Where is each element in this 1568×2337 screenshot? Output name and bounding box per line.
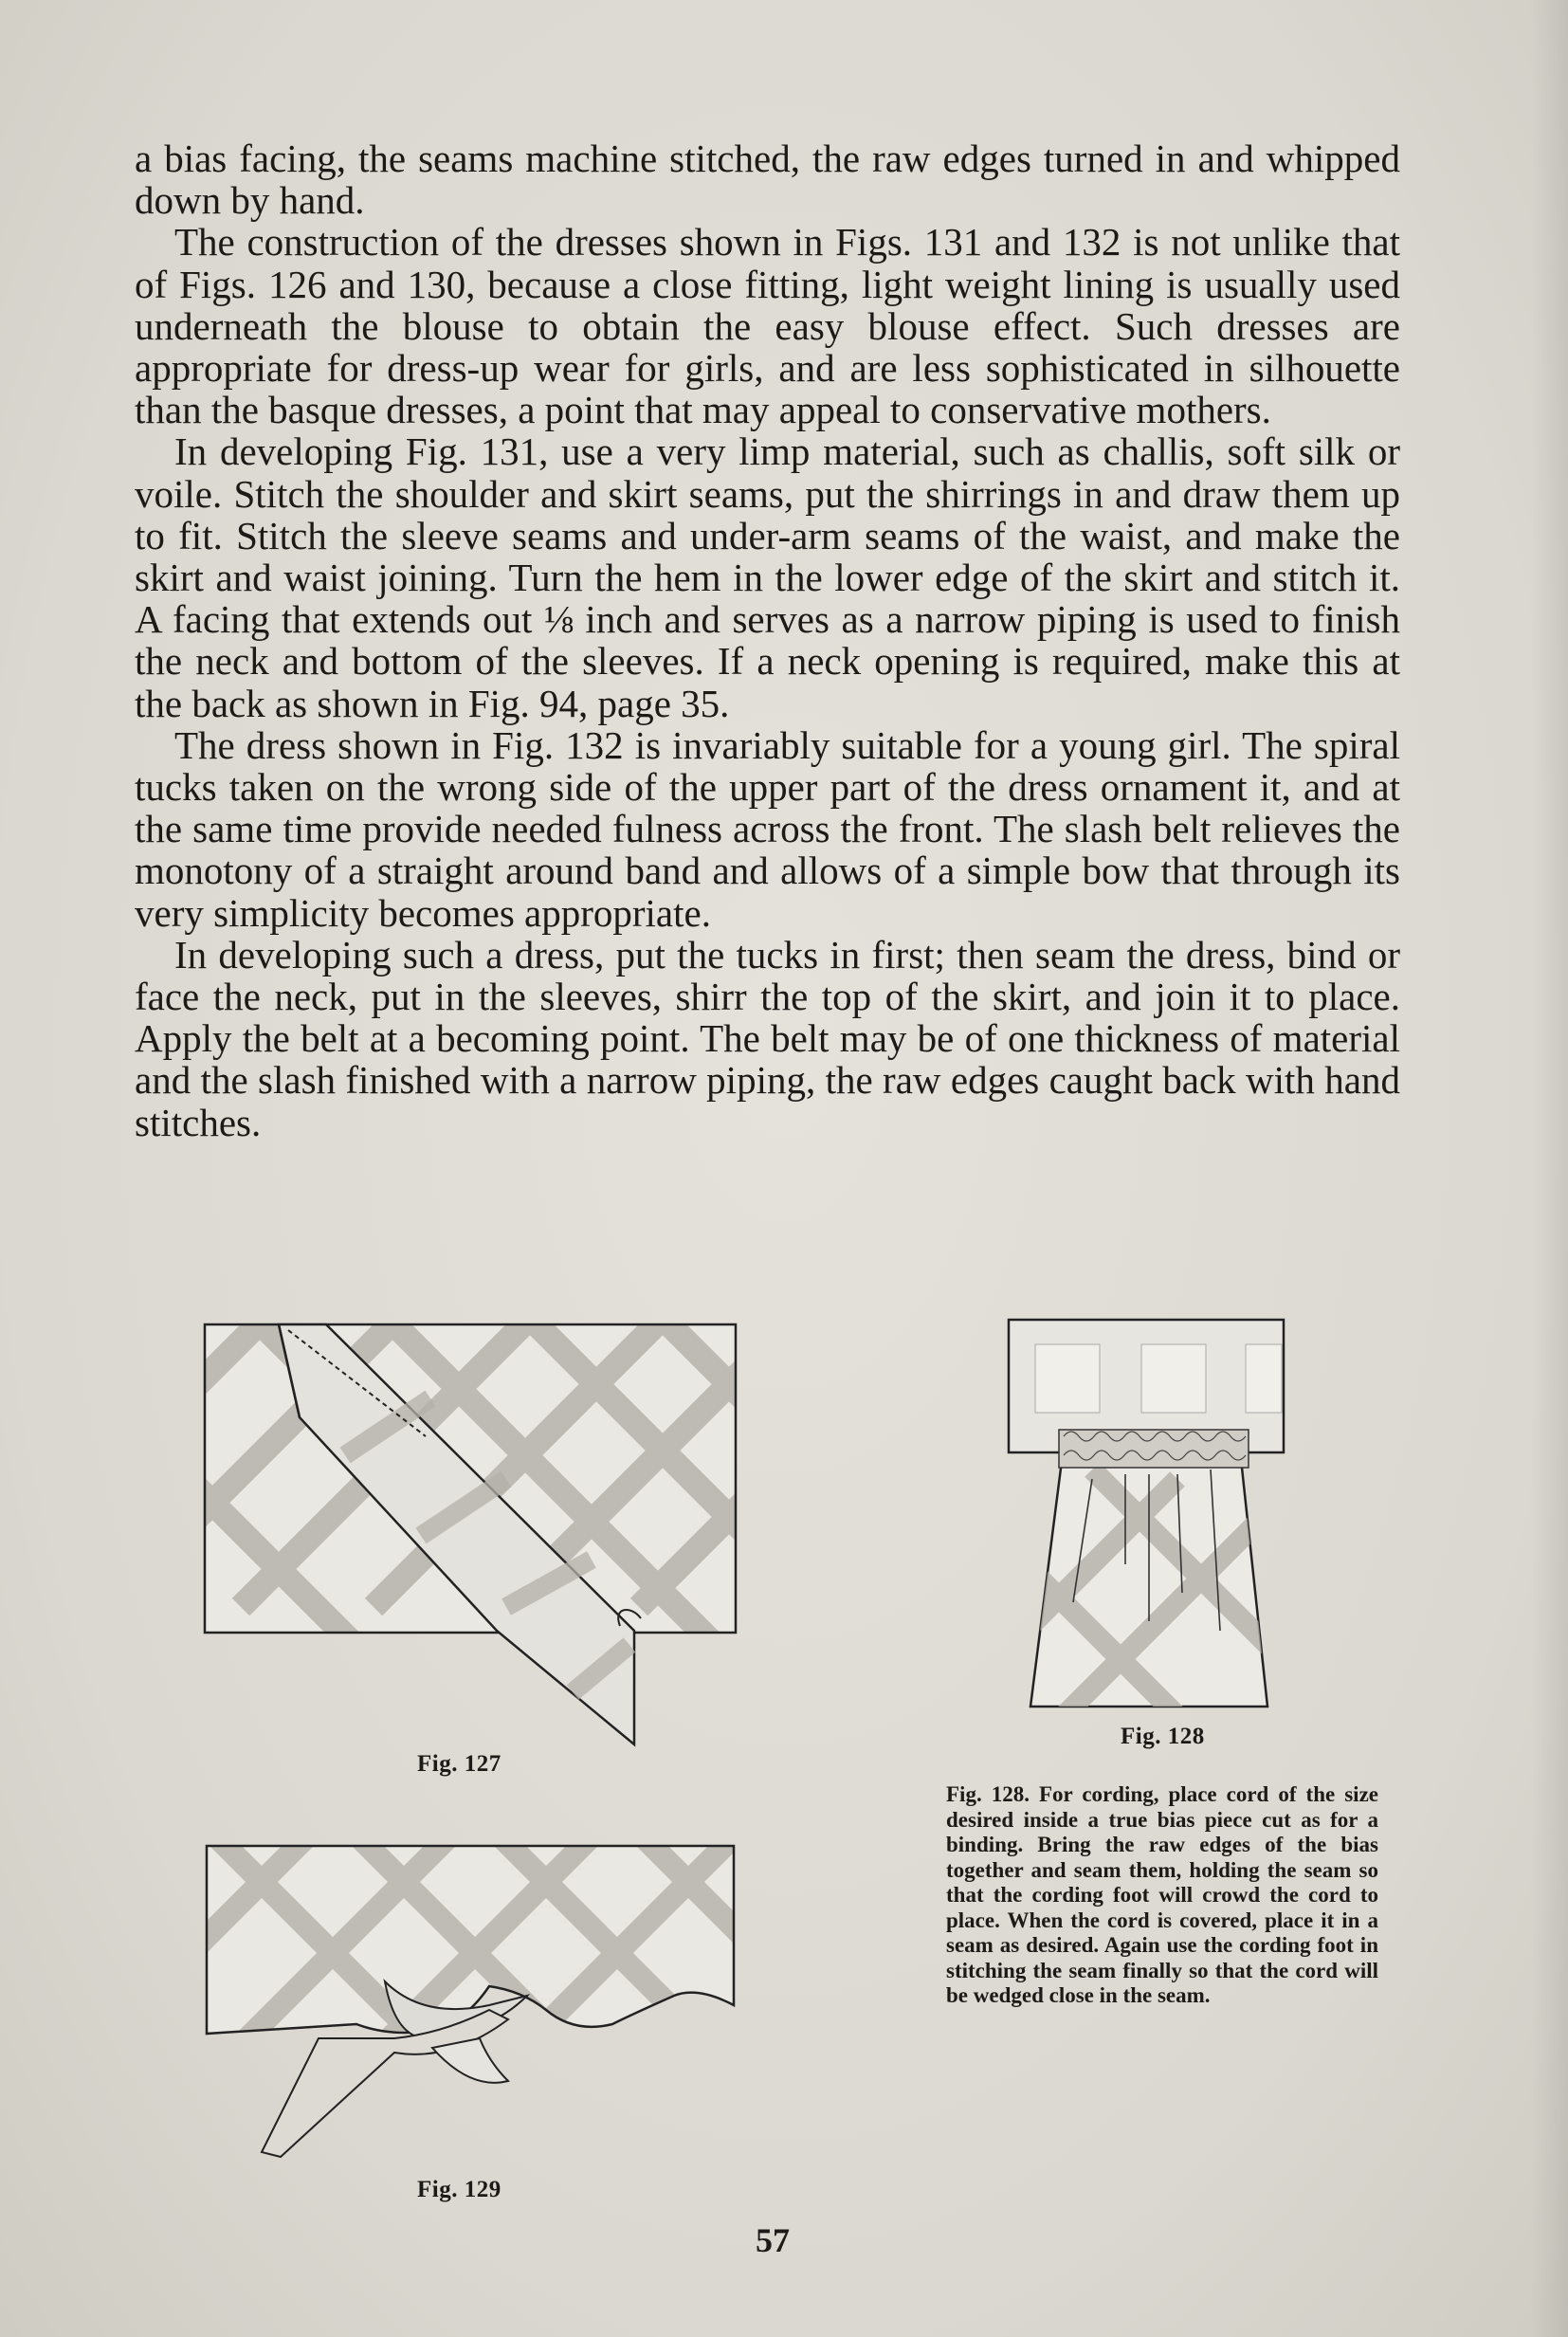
fig-127-illustration [203, 1323, 748, 1744]
fig-128-note: Fig. 128. For cording, place cord of the size desired inside a true bias piece cut as for a binding. Bring the raw edges of the bias together and seam them, holding the seam so that the cording foot will crowd the cord to place. When the cord is covered, place it in a seam as desired. Again use the cording foot in stitching the seam finally so that the cord will be wedged close in the seam. [946, 1782, 1378, 2007]
page-number: 57 [756, 2221, 790, 2259]
page-edge-shadow [1530, 0, 1568, 2337]
fig-129-caption: Fig. 129 [417, 2177, 501, 2202]
paragraph-2: The construction of the dresses shown in Figs. 131 and 132 is not unlike that of Figs. 126 and 130, because a close fitting, light weight lining is usually used underneath the blouse to obtain the easy blouse effect. Such dresses are appropriate for dress-up wear for girls, and are less sophisticated in silhouette than the basque dresses, a point that may appeal to conservative mothers. [135, 220, 1400, 432]
paragraph-1: a bias facing, the seams machine stitched, the raw edges turned in and whipped down by hand. [135, 137, 1400, 223]
body-text [135, 137, 1400, 1143]
fig-127-caption: Fig. 127 [417, 1751, 501, 1777]
fig-128-illustration [1007, 1318, 1291, 1716]
fig-129-illustration [205, 1844, 736, 2166]
paragraph-4: The dress shown in Fig. 132 is invariably suitable for a young girl. The spiral tucks taken on the wrong side of the upper part of the dress ornament it, and at the same time provide needed fulness across the front. The slash belt relieves the monotony of a straight around band and allows of a simple bow that through its very simplicity becomes appropriate. [135, 722, 1400, 935]
paragraph-3: In developing Fig. 131, use a very limp material, such as challis, soft silk or voile. Stitch the shoulder and skirt seams, put the shirrings in and draw them up to fit. Stitch the sleeve seams and under-arm seams of the waist, and make the skirt and waist joining. Turn the hem in the lower edge of the skirt and stitch it. A facing that extends out ⅛ inch and serves as a narrow piping is used to finish the neck and bottom of the sleeves. If a neck opening is required, make this at the back as shown in Fig. 94, page 35. [135, 429, 1400, 725]
paragraph-5: In developing such a dress, put the tucks in first; then seam the dress, bind or face the neck, put in the sleeves, shirr the top of the skirt, and join it to place. Apply the belt at a becoming point. The belt may be of one thickness of material and the slash finished with a narrow piping, the raw edges caught back with hand stitches. [135, 932, 1400, 1144]
fig-128-caption: Fig. 128 [1121, 1724, 1205, 1749]
